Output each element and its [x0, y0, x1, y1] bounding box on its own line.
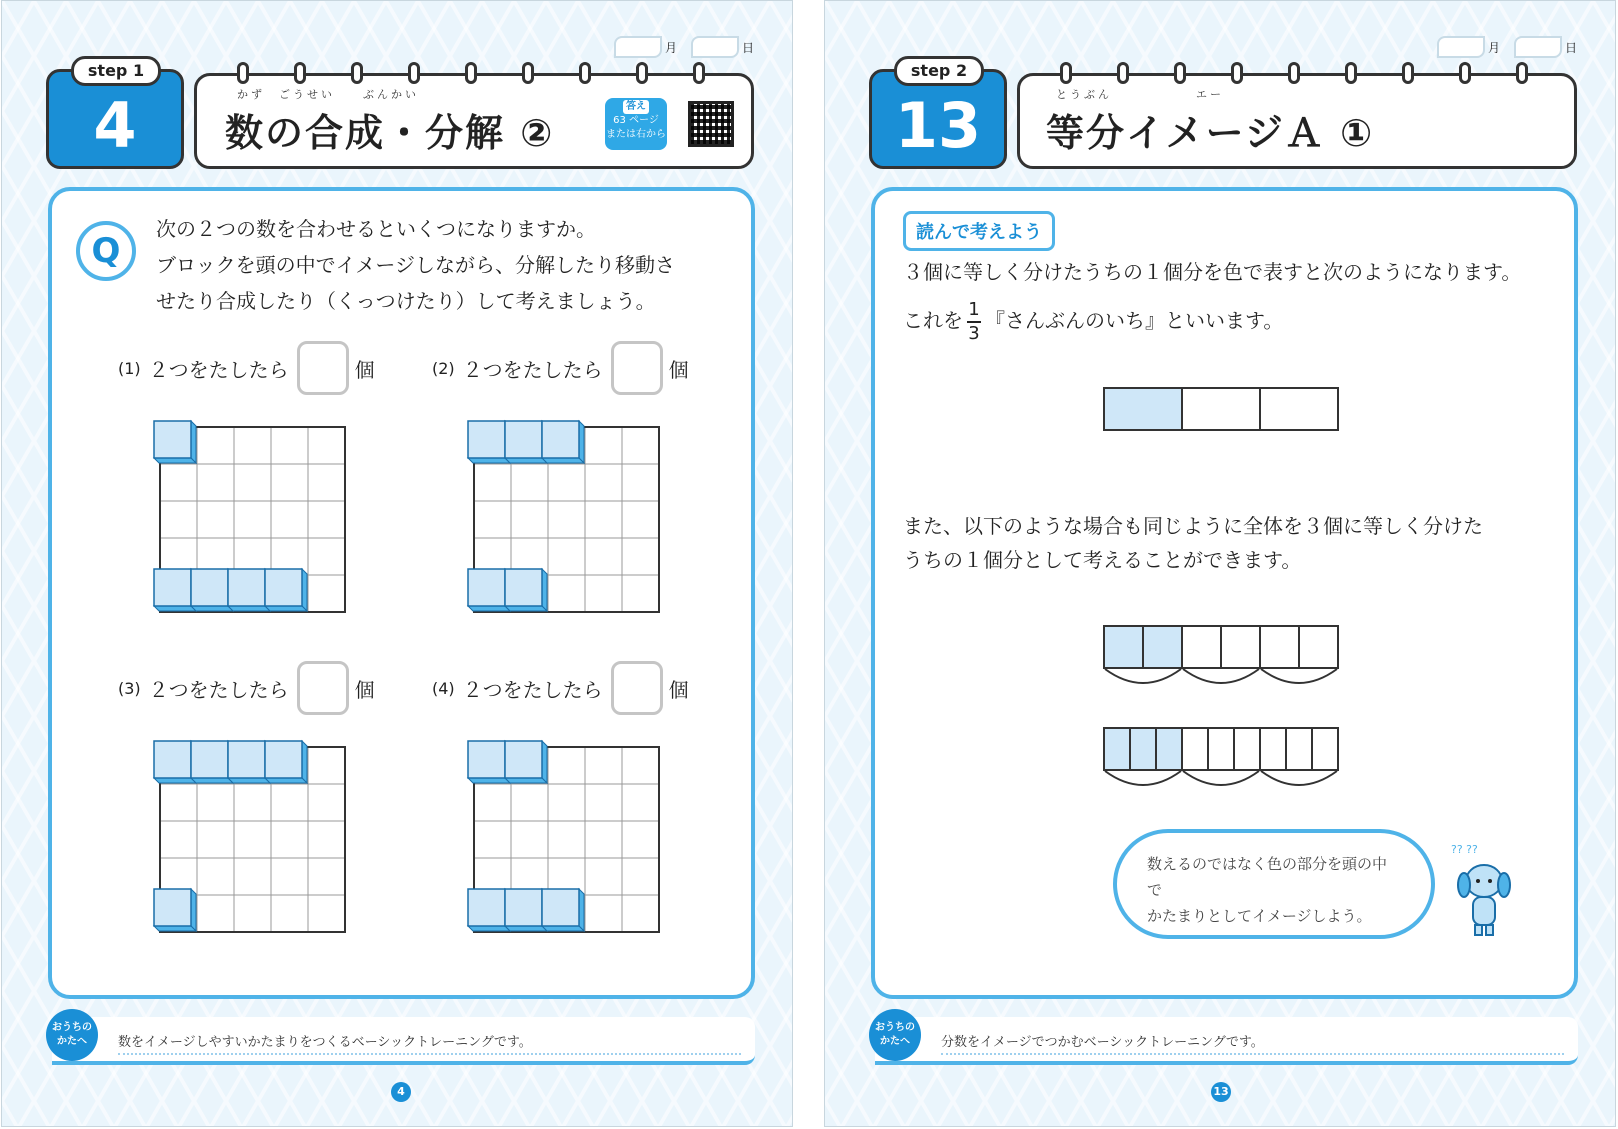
problem-number: (1) [118, 358, 141, 378]
grid-cell [585, 575, 622, 612]
fraction-bar-ninths [1103, 727, 1339, 771]
grid-cell [585, 747, 622, 784]
grid-cell [271, 784, 308, 821]
grid-cell [160, 784, 197, 821]
fraction-denominator: 3 [968, 323, 980, 344]
blue-block [468, 889, 505, 926]
bar-cell [1235, 729, 1261, 769]
grid-cell [271, 427, 308, 464]
blue-block [228, 569, 265, 606]
grid-cell [585, 858, 622, 895]
blue-block [154, 889, 191, 926]
grid-cell [160, 464, 197, 501]
grid-cell [271, 895, 308, 932]
shaded-cell [1157, 729, 1183, 769]
problem-unit: 個 [668, 357, 689, 382]
grid-cell [271, 464, 308, 501]
grid-cell [622, 895, 659, 932]
grid-cell [585, 538, 622, 575]
grid-cell [197, 501, 234, 538]
grid-cell [622, 747, 659, 784]
blue-block [505, 421, 542, 458]
qr-code-icon[interactable] [688, 101, 734, 147]
problem-1 [118, 341, 375, 395]
page-title: 等分イメージＡ ① [1046, 111, 1375, 155]
date-fields [1437, 35, 1591, 59]
step-number: 13 [894, 89, 982, 162]
page-number: 13 [1211, 1082, 1231, 1102]
step-label: step 2 [894, 56, 984, 86]
grid-cell [511, 784, 548, 821]
grid-cell [622, 575, 659, 612]
fraction-bar-sixths [1103, 625, 1339, 669]
month-unit: 月 [1488, 40, 1501, 55]
title-ruby: とうぶん エー [1056, 88, 1224, 101]
paragraph-3 [903, 509, 1483, 577]
grid-cell [234, 501, 271, 538]
left-page [1, 0, 793, 1127]
grid-cell [622, 501, 659, 538]
parent-note-badge: おうちの かたへ [869, 1009, 921, 1061]
page-title: 数の合成・分解 ② [225, 111, 555, 155]
shaded-cell [1144, 627, 1183, 667]
grid-cell [548, 501, 585, 538]
grid-cell [160, 501, 197, 538]
dog-mascot-icon [1449, 841, 1519, 941]
fraction-one-third [967, 301, 981, 343]
bar-cell [1222, 627, 1261, 667]
bar-cell [1183, 729, 1209, 769]
grid-cell [308, 858, 345, 895]
grid-cell [548, 464, 585, 501]
blue-block [154, 421, 191, 458]
parent-note-text: 分数をイメージでつかむベーシックトレーニングです。 [941, 1035, 1264, 1050]
grid-cell [234, 464, 271, 501]
grid-cell [308, 575, 345, 612]
paragraph-2-post: 『さんぶんのいち』といいます。 [985, 308, 1284, 333]
grid-cell [585, 501, 622, 538]
answer-tag[interactable] [605, 98, 667, 150]
hint-cloud [1113, 829, 1435, 939]
bar-cell [1313, 729, 1337, 769]
grid-cell [548, 784, 585, 821]
problem-text: ２つをたしたら [148, 357, 289, 382]
bracket-arcs-2 [1103, 769, 1339, 801]
fraction-numerator: 1 [968, 299, 980, 320]
shaded-cell [1105, 627, 1144, 667]
grid-cell [622, 538, 659, 575]
blue-block [505, 889, 542, 926]
day-unit: 日 [1565, 40, 1578, 55]
block-diagram-2 [466, 415, 666, 615]
grid-cell [548, 575, 585, 612]
grid-cell [197, 784, 234, 821]
step-label: step 1 [71, 56, 161, 86]
grid-cell [308, 427, 345, 464]
step-tab [46, 61, 184, 169]
grid-cell [308, 747, 345, 784]
svg-text:?? ??: ?? ?? [1451, 843, 1478, 856]
bar-cell [1300, 627, 1337, 667]
grid-cell [474, 501, 511, 538]
grid-cell [585, 427, 622, 464]
divider [941, 1053, 1564, 1055]
bar-cell [1261, 627, 1300, 667]
answer-box-2[interactable] [611, 341, 663, 395]
problem-text: ２つをたしたら [462, 357, 603, 382]
grid-cell [622, 464, 659, 501]
grid-cell [308, 895, 345, 932]
problem-number: (4) [432, 678, 455, 698]
day-unit: 日 [742, 40, 755, 55]
block-diagram-3 [152, 735, 352, 935]
hint-line: かたまりとしてイメージしよう。 [1147, 907, 1372, 925]
parent-note [875, 1017, 1578, 1065]
grid-cell [197, 821, 234, 858]
divider [118, 1053, 741, 1055]
grid-cell [548, 821, 585, 858]
shaded-cell [1131, 729, 1157, 769]
problem-text: ２つをたしたら [462, 677, 603, 702]
problem-text: ２つをたしたら [148, 677, 289, 702]
hint-line: 数えるのではなく色の部分を頭の中で [1147, 855, 1388, 899]
question-line: 次の２つの数を合わせるといくつになりますか。 [156, 217, 596, 241]
grid-cell [197, 895, 234, 932]
answer-box-1[interactable] [297, 341, 349, 395]
bar-cell [1261, 729, 1287, 769]
grid-cell [308, 538, 345, 575]
blue-block [468, 569, 505, 606]
grid-cell [234, 895, 271, 932]
blue-block [154, 741, 191, 778]
grid-cell [511, 501, 548, 538]
question-line: ブロックを頭の中でイメージしながら、分解したり移動さ [156, 253, 675, 277]
paragraph-1: ３個に等しく分けたうちの１個分を色で表すと次のようになります。 [903, 260, 1522, 284]
shaded-cell [1105, 729, 1131, 769]
grid-cell [585, 821, 622, 858]
grid-cell [234, 821, 271, 858]
paragraph-3-line: また、以下のような場合も同じように全体を３個に等しく分けた [903, 514, 1483, 538]
grid-cell [548, 538, 585, 575]
grid-cell [271, 858, 308, 895]
read-and-think-tag: 読んで考えよう [903, 211, 1055, 251]
paragraph-2 [903, 301, 1283, 343]
problem-2 [432, 341, 689, 395]
parent-note-text: 数をイメージしやすいかたまりをつくるベーシックトレーニングです。 [118, 1035, 532, 1050]
answer-alt: または右から [606, 129, 666, 140]
bar-cell [1287, 729, 1313, 769]
page-number: 4 [391, 1082, 411, 1102]
blue-block [542, 421, 579, 458]
answer-page: 63 ページ [613, 115, 659, 126]
day-field[interactable] [691, 36, 739, 58]
blue-block [191, 741, 228, 778]
grid-cell [622, 427, 659, 464]
grid-cell [308, 784, 345, 821]
problem-unit: 個 [668, 677, 689, 702]
bar-cell [1209, 729, 1235, 769]
grid-cell [548, 747, 585, 784]
grid-cell [197, 427, 234, 464]
binder-rings [237, 62, 705, 84]
title-ruby: かず ごうせい ぶんかい [237, 88, 419, 101]
grid-cell [622, 821, 659, 858]
question-box [48, 187, 755, 999]
grid-cell [234, 427, 271, 464]
blue-block [265, 741, 302, 778]
grid-cell [308, 464, 345, 501]
grid-cell [585, 784, 622, 821]
answer-box-4[interactable] [611, 661, 663, 715]
title-bar [194, 73, 754, 169]
parent-note [52, 1017, 755, 1065]
blue-block [542, 889, 579, 926]
title-bar [1017, 73, 1577, 169]
month-field[interactable] [1437, 36, 1485, 58]
bar-cell [1261, 389, 1337, 429]
grid-cell [474, 464, 511, 501]
question-line: せたり合成したり（くっつけたり）して考えましょう。 [156, 289, 656, 313]
grid-cell [474, 784, 511, 821]
grid-cell [511, 464, 548, 501]
grid-cell [474, 821, 511, 858]
parent-note-badge: おうちの かたへ [46, 1009, 98, 1061]
bar-cell [1183, 389, 1261, 429]
grid-cell [585, 464, 622, 501]
blue-block [265, 569, 302, 606]
problem-unit: 個 [354, 677, 375, 702]
grid-cell [197, 858, 234, 895]
block-diagram-4 [466, 735, 666, 935]
paragraph-3-line: うちの１個分として考えることができます。 [903, 548, 1302, 572]
blue-block [468, 741, 505, 778]
problem-number: (2) [432, 358, 455, 378]
grid-cell [234, 858, 271, 895]
answer-head: 答え [623, 100, 649, 114]
grid-cell [511, 821, 548, 858]
grid-cell [271, 501, 308, 538]
grid-cell [622, 858, 659, 895]
date-fields [614, 35, 768, 59]
bracket-arcs-1 [1103, 667, 1339, 699]
question-icon: Q [76, 221, 136, 281]
question-text [156, 211, 746, 319]
day-field[interactable] [1514, 36, 1562, 58]
answer-box-3[interactable] [297, 661, 349, 715]
blue-block [154, 569, 191, 606]
grid-cell [308, 821, 345, 858]
problem-number: (3) [118, 678, 141, 698]
problem-4 [432, 661, 689, 715]
bar-cell [1183, 627, 1222, 667]
blue-block [191, 569, 228, 606]
month-field[interactable] [614, 36, 662, 58]
blue-block [468, 421, 505, 458]
grid-cell [308, 501, 345, 538]
grid-cell [585, 895, 622, 932]
blue-block [505, 741, 542, 778]
binder-rings [1060, 62, 1528, 84]
grid-cell [160, 821, 197, 858]
block-diagram-1 [152, 415, 352, 615]
reading-box [871, 187, 1578, 999]
blue-block [228, 741, 265, 778]
grid-cell [197, 464, 234, 501]
month-unit: 月 [665, 40, 678, 55]
grid-cell [234, 784, 271, 821]
paragraph-2-pre: これを [903, 308, 963, 333]
grid-cell [271, 821, 308, 858]
problem-unit: 個 [354, 357, 375, 382]
blue-block [505, 569, 542, 606]
grid-cell [622, 784, 659, 821]
step-number: 4 [93, 89, 137, 162]
right-page [824, 0, 1616, 1127]
problem-3 [118, 661, 375, 715]
shaded-cell [1105, 389, 1183, 429]
step-tab [869, 61, 1007, 169]
fraction-bar-thirds [1103, 387, 1339, 431]
